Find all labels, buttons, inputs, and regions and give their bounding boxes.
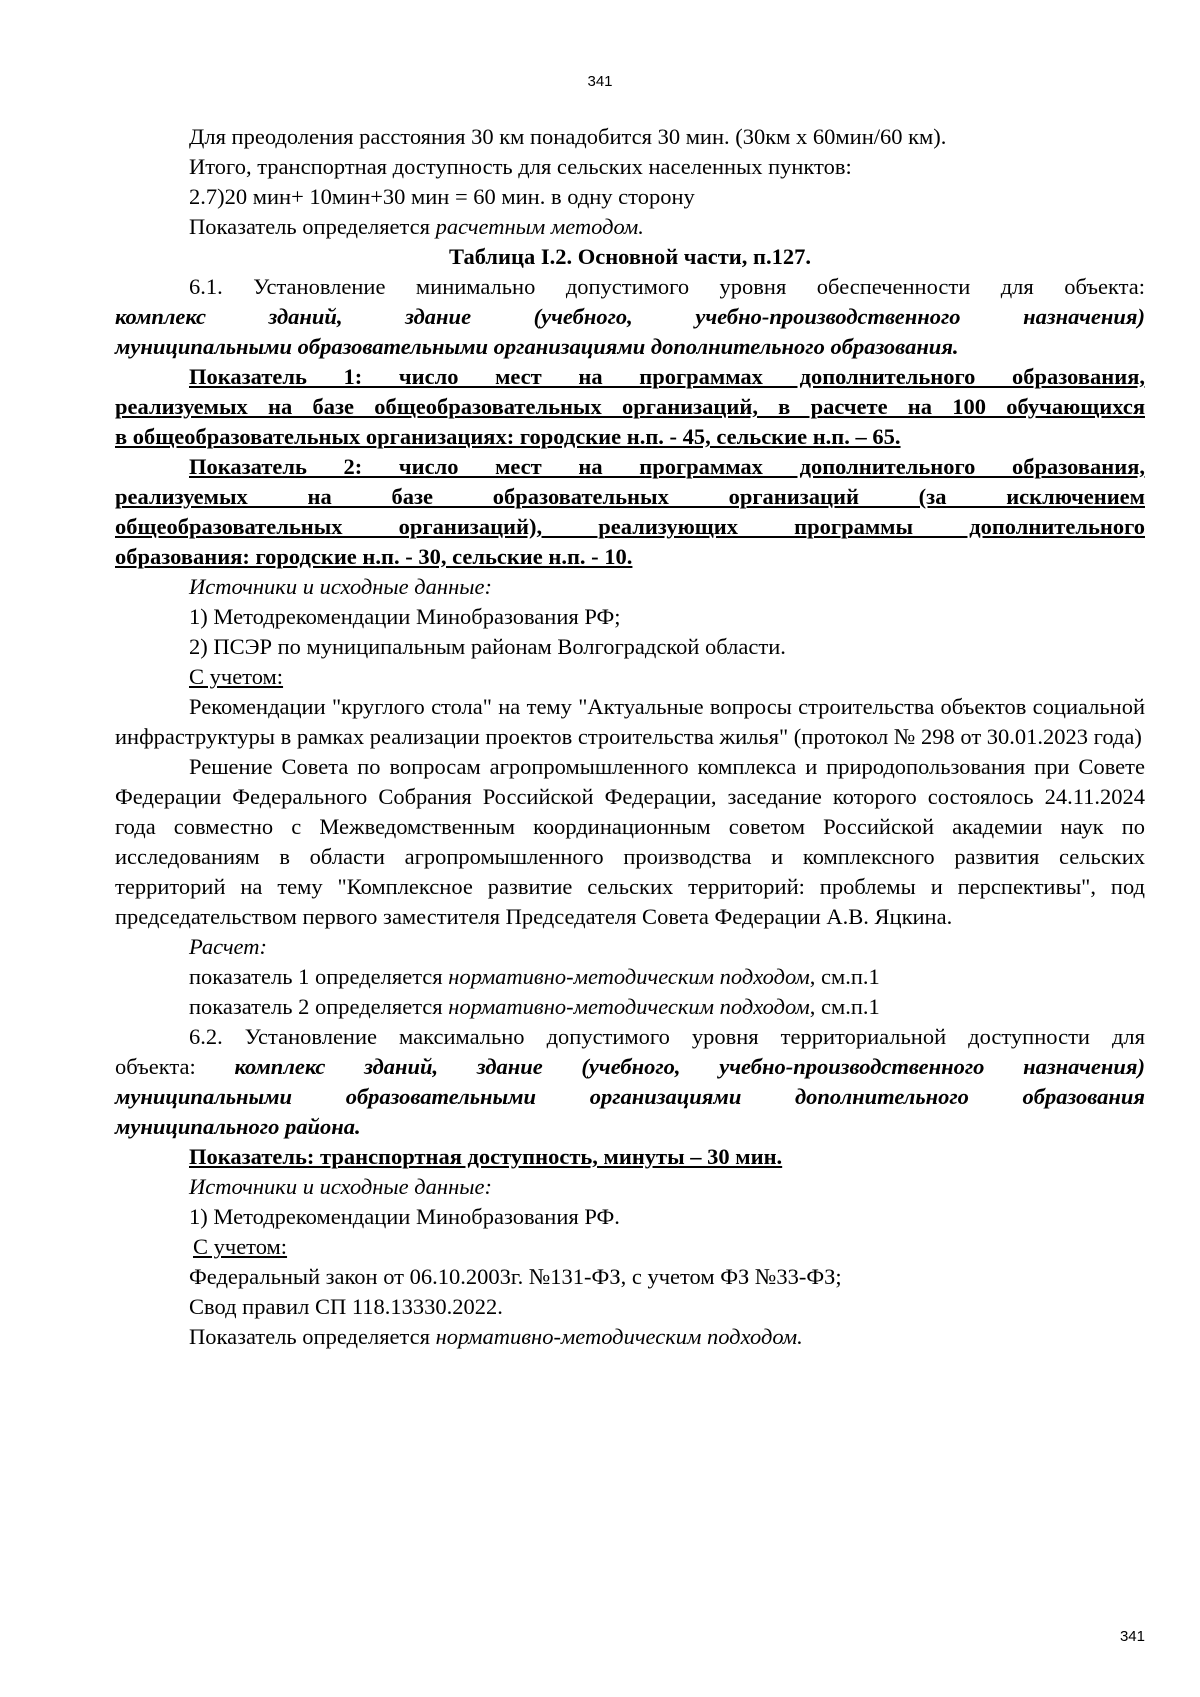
s62-object-label: объекта: (115, 1054, 235, 1079)
indicator-transport (115, 1142, 1145, 1172)
recommendation-round-table: Рекомендации "круглого стола" на тему "Актуальные вопросы строительства объектов социальной инфраструктуры в рамках реализации проектов строительства жилья" (протокол № 298 от 30.01.2023 года) (115, 694, 1145, 749)
table-heading: Таблица I.2. Основной части, п.127. (449, 244, 811, 269)
calculation-2 (115, 992, 1145, 1022)
calc2-text: показатель 2 определяется (189, 994, 449, 1019)
source-1-1: 1) Методрекомендации Минобразования РФ; (189, 604, 621, 629)
considering-text-2: С учетом: (193, 1234, 288, 1259)
indicator-2-line3: общеобразовательных организаций), реализующих программы дополнительного (115, 514, 1145, 539)
section-6-1-intro: 6.1. Установление минимально допустимого уровня обеспеченности для объекта: (189, 274, 1145, 299)
section-6-1-object-line2: муниципальными образовательными организациями дополнительного образования. (115, 334, 959, 359)
source-2-1: 1) Методрекомендации Минобразования РФ. (189, 1204, 620, 1229)
calc1-text: показатель 1 определяется (189, 964, 449, 989)
sources-label-2: Источники и исходные данные: (189, 1174, 492, 1199)
law-1: Федеральный закон от 06.10.2003г. №131-ФЗ, с учетом ФЗ №33-ФЗ; (189, 1264, 842, 1289)
paragraph-formula: 2.7)20 мин+ 10мин+30 мин = 60 мин. в одну сторону (189, 184, 695, 209)
sources-label-1: Источники и исходные данные: (189, 574, 492, 599)
method-text: Показатель определяется (189, 214, 436, 239)
calc2-italic: нормативно-методическим подходом (448, 994, 810, 1019)
page-number-bottom: 341 (1119, 1628, 1145, 1645)
section-6-1-object-line1: комплекс зданий, здание (учебного, учебно-производственного назначения) (115, 304, 1145, 329)
paragraph-total: Итого, транспортная доступность для сельских населенных пунктов: (189, 154, 852, 179)
indicator-2-line2: реализуемых на базе образовательных организаций (за исключением (115, 484, 1145, 509)
final-method (115, 1322, 1145, 1352)
indicator-1-line3: в общеобразовательных организациях: городские н.п. - 45, сельские н.п. – 65. (115, 424, 901, 449)
s62-object-italic: комплекс зданий, здание (учебного, учебно-производственного назначения) (234, 1054, 1145, 1079)
considering-text-1: С учетом: (189, 664, 284, 689)
method-italic: расчетным методом. (435, 214, 644, 239)
calculation-1 (115, 962, 1145, 992)
section-6-2-line1: 6.2. Установление максимально допустимого уровня территориальной доступности для (189, 1024, 1145, 1049)
calc1-italic: нормативно-методическим подходом (448, 964, 810, 989)
source-1-2: 2) ПСЭР по муниципальным районам Волгоградской области. (189, 634, 786, 659)
council-decision: Решение Совета по вопросам агропромышленного комплекса и природопользования при Совете Федерации Федерального Собрания Российской Федерации, заседание которого состоялось 24.11.2024 года совместно с Межведомственным координационным советом Российской академии наук по исследованиям в области агропромышленного производства и комплексного развития сельских территорий на тему "Комплексное развитие сельских территорий: проблемы и перспективы", под председательством первого заместителя Председателя Совета Федерации А.В. Яцкина. (115, 754, 1145, 929)
section-6-2-line4: муниципального района. (115, 1114, 361, 1139)
law-2: Свод правил СП 118.13330.2022. (189, 1294, 503, 1319)
calc2-ref: , см.п.1 (809, 994, 880, 1019)
considering-label-2 (115, 1232, 1145, 1262)
indicator-2-line1: Показатель 2: число мест на программах дополнительного образования, (189, 454, 1145, 479)
indicator-1-line1: Показатель 1: число мест на программах дополнительного образования, (189, 364, 1145, 389)
paragraph-method (115, 212, 1145, 242)
indicator-1-line2: реализуемых на базе общеобразовательных организаций, в расчете на 100 обучающихся (115, 394, 1145, 419)
paragraph-distance: Для преодоления расстояния 30 км понадобится 30 мин. (30км х 60мин/60 км). (189, 124, 947, 149)
section-6-2-line2 (115, 1052, 1145, 1082)
calc1-ref: , см.п.1 (809, 964, 880, 989)
section-6-2-line3: муниципальными образовательными организациями дополнительного образования (115, 1084, 1145, 1109)
final-method-text: Показатель определяется (189, 1324, 436, 1349)
indicator-2-line4: образования: городские н.п. - 30, сельские н.п. - 10. (115, 544, 633, 569)
document-body (115, 122, 1145, 1352)
page-number-top: 341 (587, 73, 613, 90)
final-method-italic: нормативно-методическим подходом. (435, 1324, 803, 1349)
calculation-label: Расчет: (189, 934, 267, 959)
indicator-transport-text: Показатель: транспортная доступность, минуты – 30 мин. (189, 1144, 783, 1169)
considering-label-1 (115, 662, 1145, 692)
